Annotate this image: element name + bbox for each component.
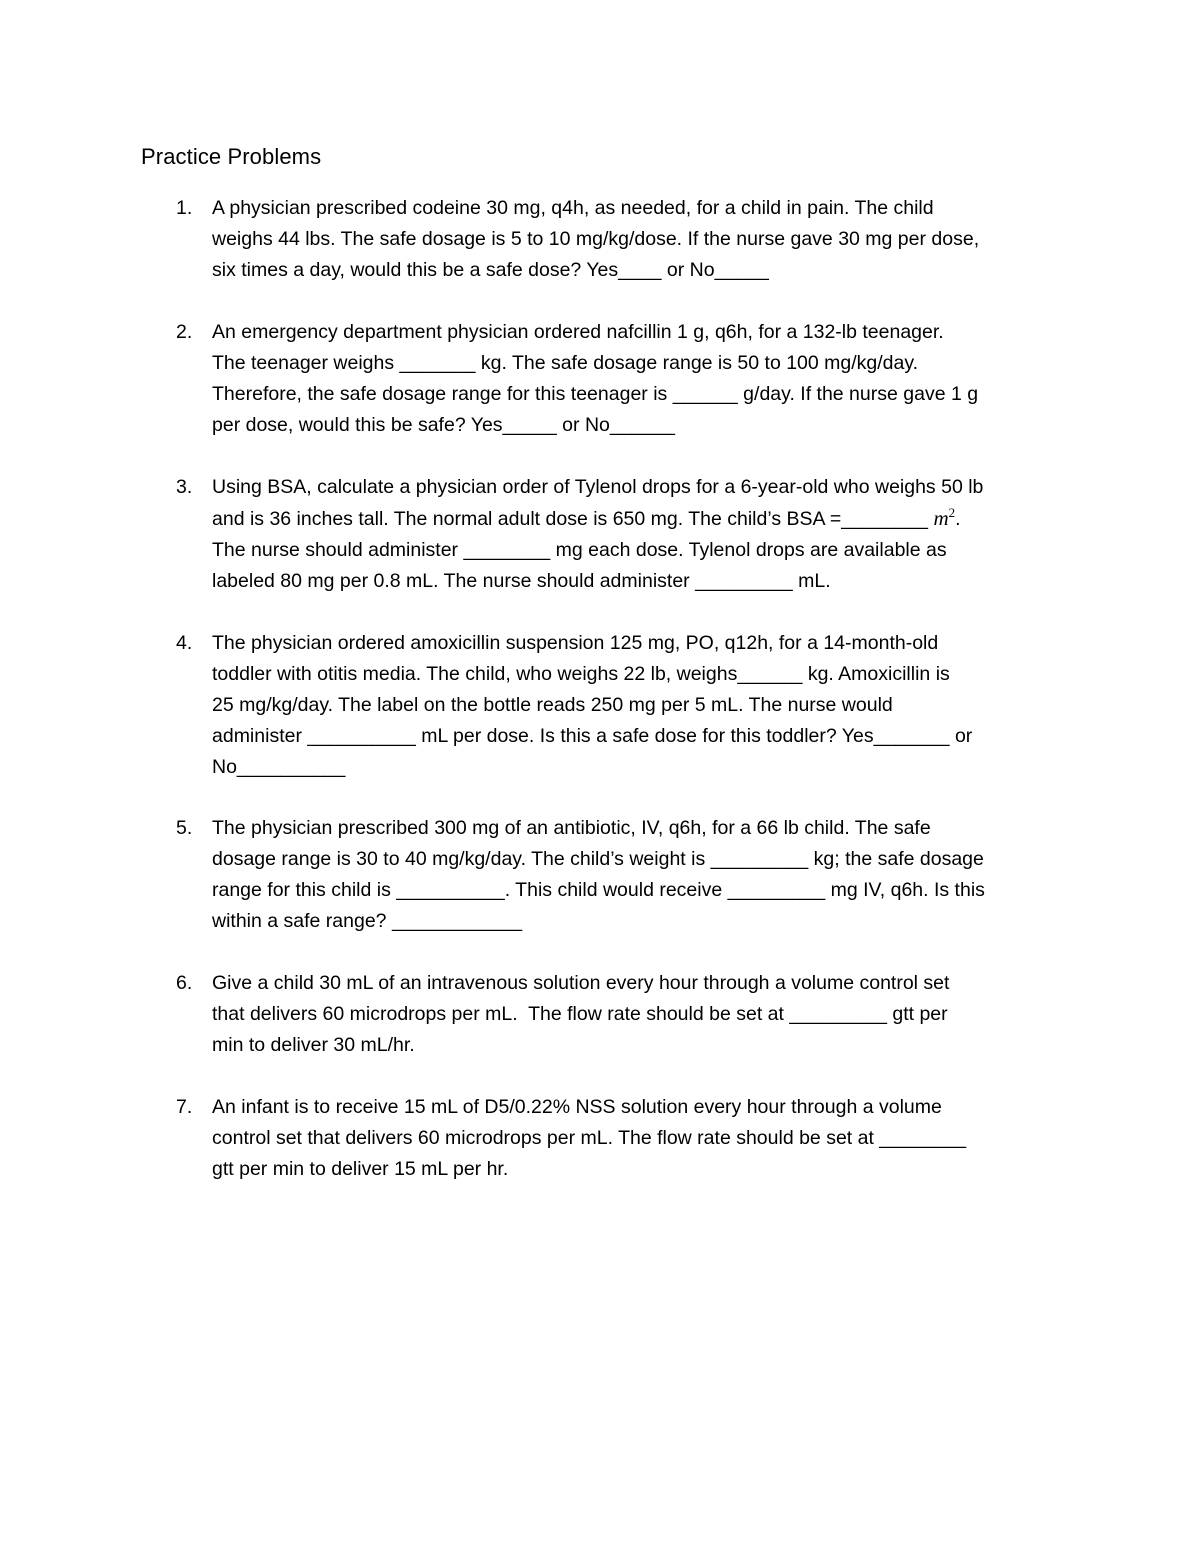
problem-number: 2. bbox=[176, 321, 193, 343]
problem-line: six times a day, would this be a safe dose? Yes____ or No_____ bbox=[212, 259, 769, 281]
problem-number: 1. bbox=[176, 197, 193, 219]
problem-line: range for this child is __________. This child would receive _________ mg IV, q6h. Is this bbox=[212, 879, 985, 901]
problem-line: The physician prescribed 300 mg of an antibiotic, IV, q6h, for a 66 lb child. The safe bbox=[212, 817, 931, 839]
problem-number: 4. bbox=[176, 632, 193, 654]
problem-text bbox=[212, 968, 1076, 1061]
problem-text bbox=[212, 193, 1076, 286]
problem-line: Give a child 30 mL of an intravenous solution every hour through a volume control set bbox=[212, 972, 950, 994]
problem-line: An emergency department physician ordered nafcillin 1 g, q6h, for a 132-lb teenager. bbox=[212, 321, 944, 343]
problem-line: No__________ bbox=[212, 756, 346, 778]
problem-line: within a safe range? ____________ bbox=[212, 910, 523, 932]
problem-text bbox=[212, 317, 1076, 441]
problem-line: The teenager weighs _______ kg. The safe dosage range is 50 to 100 mg/kg/day. bbox=[212, 352, 919, 374]
problem-line: control set that delivers 60 microdrops per mL. The flow rate should be set at ________ bbox=[212, 1127, 967, 1149]
problem-line: Using BSA, calculate a physician order of Tylenol drops for a 6-year-old who weighs 50 lb bbox=[212, 476, 984, 498]
problem-line: administer __________ mL per dose. Is this a safe dose for this toddler? Yes_______ or bbox=[212, 725, 973, 747]
problem-text bbox=[212, 628, 1076, 783]
problem-number: 5. bbox=[176, 817, 193, 839]
problem-line: 25 mg/kg/day. The label on the bottle reads 250 mg per 5 mL. The nurse would bbox=[212, 694, 893, 716]
bsa-line-suffix: . bbox=[955, 508, 961, 530]
problem-number: 7. bbox=[176, 1096, 193, 1118]
bsa-exponent: 2 bbox=[948, 505, 956, 520]
problem-number: 3. bbox=[176, 476, 193, 498]
problem-line: labeled 80 mg per 0.8 mL. The nurse should administer _________ mL. bbox=[212, 570, 831, 592]
problem-line: Therefore, the safe dosage range for this teenager is ______ g/day. If the nurse gave 1 g bbox=[212, 383, 979, 405]
problem-line: that delivers 60 microdrops per mL. The flow rate should be set at _________ gtt per bbox=[212, 1003, 948, 1025]
problem-text bbox=[212, 813, 1076, 937]
bsa-line-prefix: and is 36 inches tall. The normal adult dose is 650 mg. The child’s BSA =________ bbox=[212, 508, 934, 530]
problem-line: The physician ordered amoxicillin suspension 125 mg, PO, q12h, for a 14-month-old bbox=[212, 632, 939, 654]
problem-text bbox=[212, 1092, 1076, 1185]
problem-line: A physician prescribed codeine 30 mg, q4h, as needed, for a child in pain. The child bbox=[212, 197, 934, 219]
page-title: Practice Problems bbox=[141, 144, 322, 169]
problem-line-bsa bbox=[212, 503, 1076, 535]
square-meters-unit bbox=[933, 506, 955, 530]
problem-number: 6. bbox=[176, 972, 193, 994]
problem-line: dosage range is 30 to 40 mg/kg/day. The child’s weight is _________ kg; the safe dosage bbox=[212, 848, 984, 870]
problem-line: gtt per min to deliver 15 mL per hr. bbox=[212, 1158, 509, 1180]
bsa-unit: m bbox=[933, 506, 949, 530]
problem-line: min to deliver 30 mL/hr. bbox=[212, 1034, 415, 1056]
problem-text bbox=[212, 472, 1076, 597]
problem-line: per dose, would this be safe? Yes_____ or No______ bbox=[212, 414, 675, 436]
problem-line: An infant is to receive 15 mL of D5/0.22% NSS solution every hour through a volume bbox=[212, 1096, 942, 1118]
problem-line: The nurse should administer ________ mg each dose. Tylenol drops are available as bbox=[212, 539, 947, 561]
problem-line: weighs 44 lbs. The safe dosage is 5 to 10 mg/kg/dose. If the nurse gave 30 mg per dose, bbox=[212, 228, 980, 250]
problem-line: toddler with otitis media. The child, who weighs 22 lb, weighs______ kg. Amoxicillin is bbox=[212, 663, 950, 685]
